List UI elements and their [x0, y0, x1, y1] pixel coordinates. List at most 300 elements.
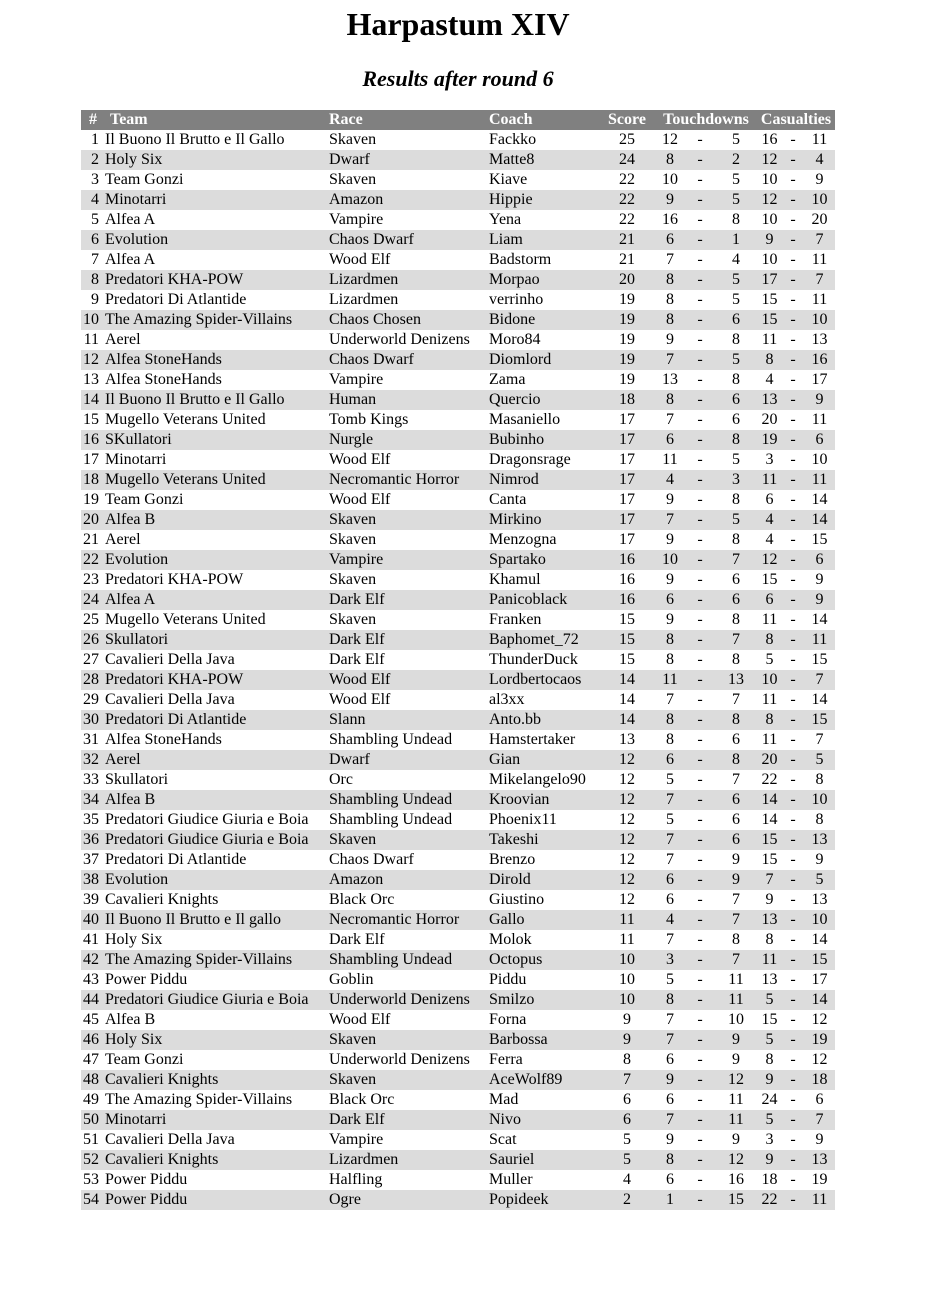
- table-row: [81, 130, 835, 150]
- team-cell: Mugello Veterans United: [105, 471, 266, 488]
- casualties-separator: -: [790, 1151, 796, 1168]
- touchdowns-against-cell: 6: [732, 591, 740, 608]
- casualties-separator: -: [790, 731, 796, 748]
- touchdowns-against-cell: 6: [732, 311, 740, 328]
- score-cell: 8: [623, 1051, 631, 1068]
- team-cell: Aerel: [105, 531, 141, 548]
- touchdowns-against-cell: 7: [732, 551, 740, 568]
- coach-cell: Octopus: [489, 951, 543, 968]
- touchdowns-for-cell: 7: [666, 251, 674, 268]
- touchdowns-for-cell: 6: [666, 591, 674, 608]
- race-cell: Black Orc: [329, 1091, 395, 1108]
- casualties-for-cell: 14: [761, 811, 778, 828]
- table-row: [81, 1070, 835, 1090]
- touchdowns-for-cell: 13: [662, 371, 678, 388]
- rank-cell: 50: [83, 1111, 99, 1128]
- touchdowns-for-cell: 9: [666, 611, 674, 628]
- casualties-separator: -: [790, 131, 796, 148]
- casualties-separator: -: [790, 171, 796, 188]
- team-cell: The Amazing Spider-Villains: [105, 951, 293, 968]
- touchdowns-against-cell: 6: [732, 411, 740, 428]
- rank-cell: 45: [83, 1011, 99, 1028]
- casualties-separator: -: [790, 471, 796, 488]
- touchdowns-for-cell: 8: [666, 151, 674, 168]
- touchdowns-separator: -: [697, 651, 703, 668]
- table-row: [81, 510, 835, 530]
- score-cell: 20: [619, 271, 635, 288]
- casualties-separator: -: [790, 991, 796, 1008]
- casualties-for-cell: 9: [765, 1151, 774, 1168]
- score-cell: 17: [619, 411, 635, 428]
- rank-cell: 4: [91, 191, 99, 208]
- coach-cell: Phoenix11: [489, 811, 557, 828]
- casualties-separator: -: [790, 151, 796, 168]
- coach-cell: Zama: [489, 371, 526, 388]
- casualties-against-cell: 11: [811, 471, 828, 488]
- casualties-against-cell: 5: [815, 751, 824, 768]
- rank-cell: 48: [83, 1071, 99, 1088]
- race-cell: Dark Elf: [329, 1111, 385, 1128]
- touchdowns-separator: -: [697, 551, 703, 568]
- casualties-against-cell: 15: [811, 651, 828, 668]
- touchdowns-for-cell: 7: [666, 691, 674, 708]
- casualties-separator: -: [790, 331, 796, 348]
- score-cell: 16: [619, 551, 635, 568]
- casualties-for-cell: 3: [765, 451, 774, 468]
- casualties-separator: -: [790, 971, 796, 988]
- casualties-for-cell: 10: [761, 671, 778, 688]
- casualties-separator: -: [790, 1031, 796, 1048]
- score-cell: 14: [619, 691, 635, 708]
- score-cell: 17: [619, 431, 635, 448]
- race-cell: Skaven: [329, 611, 377, 628]
- casualties-for-cell: 11: [761, 471, 778, 488]
- casualties-for-cell: 4: [765, 531, 774, 548]
- table-row: [81, 870, 835, 890]
- team-cell: The Amazing Spider-Villains: [105, 1091, 293, 1108]
- casualties-for-cell: 8: [765, 931, 774, 948]
- table-row: [81, 250, 835, 270]
- casualties-against-cell: 9: [815, 171, 824, 188]
- casualties-separator: -: [790, 411, 796, 428]
- coach-cell: Scat: [489, 1131, 517, 1148]
- touchdowns-separator: -: [697, 431, 703, 448]
- race-cell: Shambling Undead: [329, 951, 453, 968]
- casualties-against-cell: 9: [815, 851, 824, 868]
- coach-cell: Canta: [489, 491, 527, 508]
- casualties-separator: -: [790, 271, 796, 288]
- table-row: [81, 710, 835, 730]
- casualties-for-cell: 20: [761, 411, 778, 428]
- rank-cell: 12: [83, 351, 99, 368]
- touchdowns-separator: -: [697, 371, 703, 388]
- touchdowns-against-cell: 13: [728, 671, 744, 688]
- table-row: [81, 830, 835, 850]
- coach-cell: Lordbertocaos: [489, 671, 582, 688]
- touchdowns-separator: -: [697, 851, 703, 868]
- rank-cell: 7: [91, 251, 99, 268]
- touchdowns-separator: -: [697, 331, 703, 348]
- rank-cell: 15: [83, 411, 99, 428]
- race-cell: Amazon: [329, 191, 384, 208]
- casualties-for-cell: 20: [761, 751, 778, 768]
- touchdowns-for-cell: 8: [666, 711, 674, 728]
- casualties-separator: -: [790, 311, 796, 328]
- touchdowns-for-cell: 5: [666, 771, 674, 788]
- casualties-for-cell: 12: [761, 151, 778, 168]
- race-cell: Dwarf: [329, 751, 370, 768]
- casualties-for-cell: 9: [765, 1071, 774, 1088]
- casualties-for-cell: 8: [765, 1051, 774, 1068]
- casualties-against-cell: 20: [811, 211, 828, 228]
- race-cell: Chaos Dwarf: [329, 351, 414, 368]
- team-cell: Predatori KHA-POW: [105, 571, 244, 588]
- touchdowns-separator: -: [697, 151, 703, 168]
- coach-cell: Fackko: [489, 131, 537, 148]
- table-row: [81, 290, 835, 310]
- touchdowns-against-cell: 7: [732, 691, 740, 708]
- casualties-for-cell: 12: [761, 551, 778, 568]
- casualties-against-cell: 5: [815, 871, 824, 888]
- touchdowns-against-cell: 2: [732, 151, 740, 168]
- score-cell: 17: [619, 491, 635, 508]
- touchdowns-for-cell: 10: [662, 551, 678, 568]
- score-cell: 12: [619, 851, 635, 868]
- coach-cell: Dirold: [489, 871, 531, 888]
- touchdowns-separator: -: [697, 1171, 703, 1188]
- coach-cell: Menzogna: [489, 531, 557, 548]
- casualties-separator: -: [790, 691, 796, 708]
- table-row: [81, 850, 835, 870]
- rank-cell: 54: [83, 1191, 99, 1208]
- casualties-separator: -: [790, 611, 796, 628]
- score-cell: 17: [619, 471, 635, 488]
- race-cell: Skaven: [329, 531, 377, 548]
- table-row: [81, 350, 835, 370]
- touchdowns-separator: -: [697, 291, 703, 308]
- touchdowns-against-cell: 8: [732, 711, 740, 728]
- table-row: [81, 230, 835, 250]
- score-cell: 19: [619, 351, 635, 368]
- coach-cell: Hippie: [489, 191, 533, 208]
- touchdowns-against-cell: 5: [732, 451, 740, 468]
- race-cell: Dark Elf: [329, 931, 385, 948]
- touchdowns-for-cell: 3: [666, 951, 674, 968]
- touchdowns-against-cell: 7: [732, 771, 740, 788]
- casualties-against-cell: 14: [811, 931, 828, 948]
- casualties-against-cell: 10: [811, 911, 828, 928]
- coach-cell: Mirkino: [489, 511, 542, 528]
- race-cell: Lizardmen: [329, 1151, 399, 1168]
- touchdowns-separator: -: [697, 191, 703, 208]
- race-cell: Dark Elf: [329, 651, 385, 668]
- score-cell: 10: [619, 971, 635, 988]
- coach-cell: Gallo: [489, 911, 525, 928]
- rank-cell: 23: [83, 571, 99, 588]
- race-cell: Tomb Kings: [329, 411, 409, 428]
- touchdowns-for-cell: 6: [666, 871, 674, 888]
- casualties-separator: -: [790, 391, 796, 408]
- score-cell: 12: [619, 891, 635, 908]
- team-cell: Power Piddu: [105, 1191, 188, 1208]
- touchdowns-separator: -: [697, 711, 703, 728]
- rank-cell: 37: [83, 851, 99, 868]
- page-title: Harpastum XIV: [346, 6, 570, 42]
- rank-cell: 38: [83, 871, 99, 888]
- team-cell: Alfea A: [105, 591, 156, 608]
- casualties-for-cell: 18: [761, 1171, 778, 1188]
- casualties-against-cell: 11: [811, 1191, 828, 1208]
- team-cell: Cavalieri Knights: [105, 891, 219, 908]
- touchdowns-for-cell: 6: [666, 231, 674, 248]
- casualties-for-cell: 16: [761, 131, 778, 148]
- coach-cell: Giustino: [489, 891, 545, 908]
- casualties-against-cell: 14: [811, 611, 828, 628]
- casualties-for-cell: 6: [765, 491, 774, 508]
- casualties-against-cell: 10: [811, 791, 828, 808]
- casualties-against-cell: 9: [815, 571, 824, 588]
- table-row: [81, 950, 835, 970]
- race-cell: Dark Elf: [329, 631, 385, 648]
- race-cell: Wood Elf: [329, 251, 391, 268]
- rank-cell: 43: [83, 971, 99, 988]
- rank-cell: 36: [83, 831, 99, 848]
- race-cell: Vampire: [329, 1131, 384, 1148]
- score-cell: 9: [623, 1031, 631, 1048]
- casualties-against-cell: 10: [811, 451, 828, 468]
- rank-cell: 14: [83, 391, 99, 408]
- score-cell: 10: [619, 951, 635, 968]
- race-cell: Slann: [329, 711, 366, 728]
- coach-cell: Yena: [489, 211, 522, 228]
- rank-cell: 47: [83, 1051, 99, 1068]
- race-cell: Chaos Dwarf: [329, 231, 414, 248]
- coach-cell: Badstorm: [489, 251, 552, 268]
- table-body: [81, 130, 835, 1210]
- table-row: [81, 270, 835, 290]
- casualties-separator: -: [790, 811, 796, 828]
- casualties-for-cell: 5: [765, 1111, 774, 1128]
- table-row: [81, 730, 835, 750]
- coach-cell: Morpao: [489, 271, 540, 288]
- score-cell: 19: [619, 291, 635, 308]
- team-cell: Mugello Veterans United: [105, 611, 266, 628]
- rank-cell: 40: [83, 911, 99, 928]
- touchdowns-separator: -: [697, 1111, 703, 1128]
- casualties-for-cell: 15: [761, 571, 778, 588]
- score-cell: 22: [619, 171, 635, 188]
- rank-cell: 31: [83, 731, 99, 748]
- casualties-for-cell: 11: [761, 331, 778, 348]
- race-cell: Wood Elf: [329, 1011, 391, 1028]
- casualties-for-cell: 10: [761, 251, 778, 268]
- touchdowns-against-cell: 5: [732, 291, 740, 308]
- touchdowns-separator: -: [697, 531, 703, 548]
- team-cell: Power Piddu: [105, 971, 188, 988]
- casualties-against-cell: 13: [811, 831, 828, 848]
- touchdowns-for-cell: 9: [666, 331, 674, 348]
- touchdowns-for-cell: 6: [666, 891, 674, 908]
- touchdowns-against-cell: 4: [732, 251, 740, 268]
- race-cell: Orc: [329, 771, 353, 788]
- casualties-for-cell: 15: [761, 851, 778, 868]
- rank-cell: 2: [91, 151, 99, 168]
- coach-cell: Anto.bb: [489, 711, 541, 728]
- touchdowns-separator: -: [697, 1071, 703, 1088]
- race-cell: Underworld Denizens: [329, 331, 470, 348]
- coach-cell: ThunderDuck: [489, 651, 578, 668]
- rank-cell: 24: [83, 591, 99, 608]
- team-cell: Il Buono Il Brutto e Il gallo: [105, 911, 281, 928]
- rank-cell: 28: [83, 671, 99, 688]
- table-row: [81, 970, 835, 990]
- rank-cell: 6: [91, 231, 99, 248]
- touchdowns-against-cell: 6: [732, 391, 740, 408]
- casualties-separator: -: [790, 911, 796, 928]
- touchdowns-separator: -: [697, 611, 703, 628]
- touchdowns-for-cell: 6: [666, 431, 674, 448]
- touchdowns-against-cell: 8: [732, 431, 740, 448]
- touchdowns-against-cell: 1: [732, 231, 740, 248]
- rank-cell: 30: [83, 711, 99, 728]
- casualties-separator: -: [790, 791, 796, 808]
- race-cell: Underworld Denizens: [329, 991, 470, 1008]
- touchdowns-separator: -: [697, 571, 703, 588]
- casualties-for-cell: 19: [761, 431, 778, 448]
- touchdowns-separator: -: [697, 911, 703, 928]
- casualties-against-cell: 6: [815, 1091, 824, 1108]
- score-cell: 11: [619, 931, 635, 948]
- casualties-against-cell: 8: [815, 811, 824, 828]
- team-cell: Predatori Giudice Giuria e Boia: [105, 991, 309, 1008]
- casualties-for-cell: 5: [765, 651, 774, 668]
- touchdowns-against-cell: 5: [732, 511, 740, 528]
- score-cell: 14: [619, 711, 635, 728]
- casualties-separator: -: [790, 371, 796, 388]
- touchdowns-separator: -: [697, 1191, 703, 1208]
- team-cell: Predatori Di Atlantide: [105, 291, 247, 308]
- table-row: [81, 930, 835, 950]
- casualties-against-cell: 7: [815, 1111, 824, 1128]
- table-row: [81, 470, 835, 490]
- rank-cell: 53: [83, 1171, 99, 1188]
- touchdowns-for-cell: 8: [666, 731, 674, 748]
- score-cell: 16: [619, 591, 635, 608]
- score-cell: 15: [619, 651, 635, 668]
- rank-cell: 18: [83, 471, 99, 488]
- coach-cell: Piddu: [489, 971, 527, 988]
- race-cell: Skaven: [329, 571, 377, 588]
- casualties-for-cell: 9: [765, 891, 774, 908]
- table-row: [81, 1050, 835, 1070]
- touchdowns-against-cell: 9: [732, 1051, 740, 1068]
- casualties-against-cell: 14: [811, 511, 828, 528]
- coach-cell: Kiave: [489, 171, 528, 188]
- touchdowns-separator: -: [697, 1151, 703, 1168]
- rank-cell: 16: [83, 431, 99, 448]
- race-cell: Vampire: [329, 211, 384, 228]
- race-cell: Vampire: [329, 551, 384, 568]
- coach-cell: AceWolf89: [489, 1071, 563, 1088]
- score-cell: 12: [619, 791, 635, 808]
- header-coach: Coach: [489, 110, 599, 130]
- coach-cell: al3xx: [489, 691, 525, 708]
- score-cell: 4: [623, 1171, 631, 1188]
- table-row: [81, 550, 835, 570]
- casualties-for-cell: 5: [765, 991, 774, 1008]
- team-cell: Evolution: [105, 231, 169, 248]
- casualties-separator: -: [790, 651, 796, 668]
- coach-cell: Spartako: [489, 551, 546, 568]
- touchdowns-for-cell: 7: [666, 1011, 674, 1028]
- touchdowns-for-cell: 7: [666, 851, 674, 868]
- touchdowns-against-cell: 9: [732, 1131, 740, 1148]
- touchdowns-for-cell: 8: [666, 271, 674, 288]
- casualties-against-cell: 15: [811, 711, 828, 728]
- touchdowns-for-cell: 12: [662, 131, 678, 148]
- rank-cell: 35: [83, 811, 99, 828]
- touchdowns-against-cell: 5: [732, 191, 740, 208]
- touchdowns-for-cell: 8: [666, 291, 674, 308]
- table-row: [81, 1130, 835, 1150]
- casualties-separator: -: [790, 511, 796, 528]
- score-cell: 13: [619, 731, 635, 748]
- rank-cell: 32: [83, 751, 99, 768]
- touchdowns-against-cell: 7: [732, 951, 740, 968]
- touchdowns-against-cell: 11: [728, 1111, 744, 1128]
- rank-cell: 10: [83, 311, 99, 328]
- touchdowns-against-cell: 10: [728, 1011, 744, 1028]
- touchdowns-for-cell: 11: [662, 671, 678, 688]
- table-row: [81, 370, 835, 390]
- coach-cell: Barbossa: [489, 1031, 548, 1048]
- coach-cell: Masaniello: [489, 411, 561, 428]
- casualties-against-cell: 17: [811, 971, 828, 988]
- touchdowns-for-cell: 11: [662, 451, 678, 468]
- rank-cell: 21: [83, 531, 99, 548]
- touchdowns-against-cell: 11: [728, 991, 744, 1008]
- casualties-separator: -: [790, 751, 796, 768]
- casualties-against-cell: 14: [811, 491, 828, 508]
- rank-cell: 19: [83, 491, 99, 508]
- touchdowns-separator: -: [697, 951, 703, 968]
- team-cell: Evolution: [105, 871, 169, 888]
- coach-cell: Mikelangelo90: [489, 771, 586, 788]
- table-row: [81, 450, 835, 470]
- touchdowns-separator: -: [697, 491, 703, 508]
- touchdowns-against-cell: 8: [732, 211, 740, 228]
- casualties-against-cell: 13: [811, 331, 828, 348]
- rank-cell: 52: [83, 1151, 99, 1168]
- casualties-against-cell: 11: [811, 131, 828, 148]
- table-row: [81, 1010, 835, 1030]
- casualties-against-cell: 8: [815, 771, 824, 788]
- table-row: [81, 690, 835, 710]
- casualties-against-cell: 19: [811, 1031, 828, 1048]
- touchdowns-for-cell: 7: [666, 831, 674, 848]
- team-cell: Alfea B: [105, 791, 156, 808]
- touchdowns-separator: -: [697, 811, 703, 828]
- touchdowns-separator: -: [697, 831, 703, 848]
- score-cell: 16: [619, 571, 635, 588]
- casualties-separator: -: [790, 291, 796, 308]
- touchdowns-for-cell: 4: [666, 911, 674, 928]
- table-row: [81, 1190, 835, 1210]
- table-row: [81, 490, 835, 510]
- table-row: [81, 770, 835, 790]
- touchdowns-against-cell: 5: [732, 171, 740, 188]
- coach-cell: Kroovian: [489, 791, 550, 808]
